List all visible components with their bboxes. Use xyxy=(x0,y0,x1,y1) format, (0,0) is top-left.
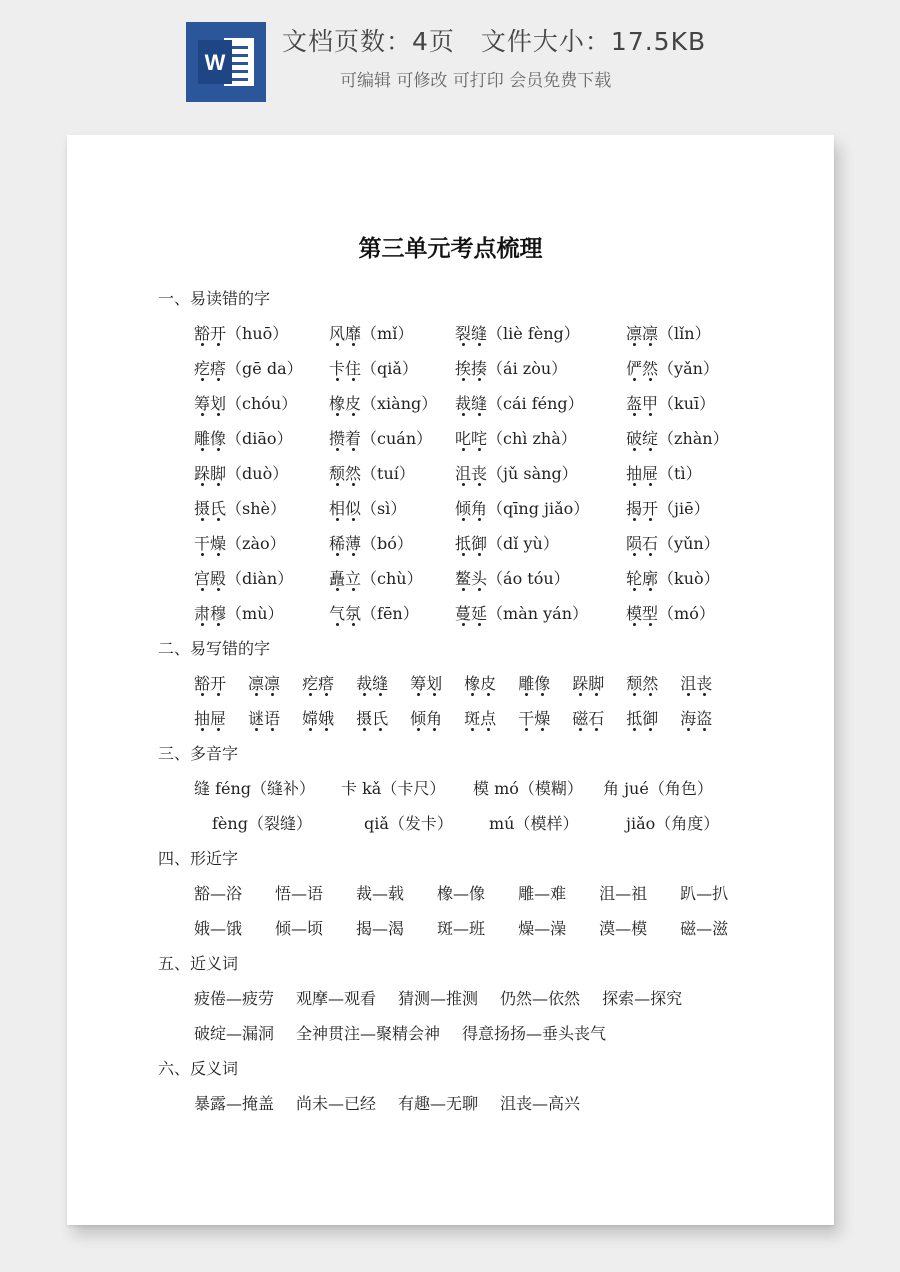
miswrite-word: 摄氏 xyxy=(356,709,389,728)
misread-word: 筹划（chóu） xyxy=(194,394,298,413)
miswrite-word: 海盗 xyxy=(680,709,713,728)
misread-word: 裂缝（liè fèng） xyxy=(455,324,580,343)
similar-pair: 雕—难 xyxy=(518,884,567,903)
misread-word: 疙瘩（gē da） xyxy=(194,359,303,378)
misread-word: 摄氏（shè） xyxy=(194,499,287,518)
miswrite-word: 雕像 xyxy=(518,674,551,693)
miswrite-word: 倾角 xyxy=(410,709,443,728)
misread-word: 风靡（mǐ） xyxy=(329,324,414,343)
misread-word: 倾角（qīng jiǎo） xyxy=(455,499,590,518)
misread-row xyxy=(158,526,818,561)
misread-word: 颓然（tuí） xyxy=(329,464,415,483)
word-document-icon xyxy=(186,22,266,102)
polyphone-item: qiǎ（发卡） xyxy=(364,814,453,833)
misread-word: 叱咤（chì zhà） xyxy=(455,429,577,448)
miswrite-word: 橡皮 xyxy=(464,674,497,693)
polyphone-item: 模 mó（模糊） xyxy=(473,779,583,798)
similar-pair: 橡—像 xyxy=(437,884,486,903)
similar-pair: 斑—班 xyxy=(437,919,486,938)
synonym-pair: 仍然—依然 xyxy=(500,989,581,1008)
misread-word: 攒着（cuán） xyxy=(329,429,433,448)
polyphone-item: 缝 féng（缝补） xyxy=(194,779,316,798)
misread-word: 裁缝（cái féng） xyxy=(455,394,584,413)
misread-word: 干燥（zào） xyxy=(194,534,286,553)
document-info-title: 文档页数：4页 文件大小：17.5KB xyxy=(282,27,707,56)
synonym-pair-row xyxy=(158,1016,818,1051)
polyphone-item: mú（模样） xyxy=(489,814,579,833)
similar-pair: 磁—滋 xyxy=(680,919,729,938)
misread-row xyxy=(158,351,818,386)
similar-pair: 裁—载 xyxy=(356,884,405,903)
misread-row xyxy=(158,561,818,596)
misread-word: 蔓延（màn yán） xyxy=(455,604,589,623)
synonym-pair: 探索—探究 xyxy=(602,989,683,1008)
similar-pair: 趴—扒 xyxy=(680,884,729,903)
document-features-subtitle: 可编辑 可修改 可打印 会员免费下载 xyxy=(340,71,612,91)
misread-word: 揭开（jiē） xyxy=(626,499,710,518)
section-heading-easy-misread: 一、易读错的字 xyxy=(158,289,271,308)
misread-word: 跺脚（duò） xyxy=(194,464,289,483)
antonym-pair-row xyxy=(158,1086,818,1121)
antonym-pair: 有趣—无聊 xyxy=(398,1094,479,1113)
misread-row xyxy=(158,386,818,421)
section-heading-similar-characters: 四、形近字 xyxy=(158,849,239,868)
misread-word: 卡住（qiǎ） xyxy=(329,359,418,378)
misread-word: 宫殿（diàn） xyxy=(194,569,294,588)
miswrite-word: 豁开 xyxy=(194,674,227,693)
similar-pair: 沮—祖 xyxy=(599,884,648,903)
misread-word: 矗立（chù） xyxy=(329,569,423,588)
miswrite-word: 斑点 xyxy=(464,709,497,728)
miswrite-word-row xyxy=(158,666,818,701)
similar-pair: 豁—浴 xyxy=(194,884,243,903)
easy-miswrite-list xyxy=(158,666,818,736)
synonym-pair: 观摩—观看 xyxy=(296,989,377,1008)
misread-word: 相似（sì） xyxy=(329,499,407,518)
misread-row xyxy=(158,596,818,631)
misread-word: 肃穆（mù） xyxy=(194,604,284,623)
similar-pair-row xyxy=(158,911,818,946)
similar-characters-list xyxy=(158,876,818,946)
svg-text:W: W xyxy=(204,50,226,75)
similar-pair-row xyxy=(158,876,818,911)
polyphone-item: fèng（裂缝） xyxy=(212,814,312,833)
miswrite-word: 跺脚 xyxy=(572,674,605,693)
section-heading-easy-miswrite: 二、易写错的字 xyxy=(158,639,271,658)
polyphone-item: 角 jué（角色） xyxy=(603,779,713,798)
misread-word: 俨然（yǎn） xyxy=(626,359,719,378)
miswrite-word: 干燥 xyxy=(518,709,551,728)
miswrite-word: 抽屉 xyxy=(194,709,227,728)
misread-row xyxy=(158,491,818,526)
synonym-pair: 破绽—漏洞 xyxy=(194,1024,275,1043)
antonyms-list xyxy=(158,1086,818,1121)
similar-pair: 燥—澡 xyxy=(518,919,567,938)
miswrite-word: 筹划 xyxy=(410,674,443,693)
misread-word: 陨石（yǔn） xyxy=(626,534,720,553)
misread-word: 盔甲（kuī） xyxy=(626,394,716,413)
section-heading-antonyms: 六、反义词 xyxy=(158,1059,239,1078)
misread-word: 抵御（dǐ yù） xyxy=(455,534,559,553)
similar-pair: 倾—顷 xyxy=(275,919,324,938)
synonym-pair: 得意扬扬—垂头丧气 xyxy=(462,1024,607,1043)
miswrite-word: 谜语 xyxy=(248,709,281,728)
misread-word: 凛凛（lǐn） xyxy=(626,324,711,343)
miswrite-word: 疙瘩 xyxy=(302,674,335,693)
synonym-pair: 疲倦—疲劳 xyxy=(194,989,275,1008)
miswrite-word-row xyxy=(158,701,818,736)
misread-word: 破绽（zhàn） xyxy=(626,429,729,448)
miswrite-word: 抵御 xyxy=(626,709,659,728)
miswrite-word: 裁缝 xyxy=(356,674,389,693)
antonym-pair: 尚未—已经 xyxy=(296,1094,377,1113)
document-title: 第三单元考点梳理 xyxy=(358,235,543,262)
similar-pair: 悟—语 xyxy=(275,884,324,903)
miswrite-word: 嫦娥 xyxy=(302,709,335,728)
misread-row xyxy=(158,316,818,351)
miswrite-word: 磁石 xyxy=(572,709,605,728)
misread-word: 稀薄（bó） xyxy=(329,534,413,553)
misread-word: 橡皮（xiàng） xyxy=(329,394,438,413)
misread-word: 轮廓（kuò） xyxy=(626,569,720,588)
antonym-pair: 暴露—掩盖 xyxy=(194,1094,275,1113)
download-header xyxy=(0,0,900,120)
misread-word: 沮丧（jǔ sàng） xyxy=(455,464,578,483)
polyphone-item: jiǎo（角度） xyxy=(626,814,720,833)
synonym-pair: 全神贯注—聚精会神 xyxy=(296,1024,441,1043)
document-page xyxy=(67,135,834,1225)
similar-pair: 娥—饿 xyxy=(194,919,243,938)
synonym-pair-row xyxy=(158,981,818,1016)
section-heading-polyphones: 三、多音字 xyxy=(158,744,239,763)
section-heading-synonyms: 五、近义词 xyxy=(158,954,239,973)
misread-word: 挨揍（ái zòu） xyxy=(455,359,568,378)
easy-misread-list xyxy=(158,316,818,631)
miswrite-word: 颓然 xyxy=(626,674,659,693)
misread-word: 模型（mó） xyxy=(626,604,715,623)
misread-row xyxy=(158,456,818,491)
polyphone-item: 卡 kǎ（卡尺） xyxy=(341,779,446,798)
similar-pair: 漠—模 xyxy=(599,919,648,938)
similar-pair: 揭—渴 xyxy=(356,919,405,938)
miswrite-word: 凛凛 xyxy=(248,674,281,693)
synonyms-list xyxy=(158,981,818,1051)
misread-word: 气氛（fēn） xyxy=(329,604,419,623)
antonym-pair: 沮丧—高兴 xyxy=(500,1094,581,1113)
document-content xyxy=(158,281,818,1121)
misread-word: 雕像（diāo） xyxy=(194,429,293,448)
misread-word: 豁开（huō） xyxy=(194,324,289,343)
synonym-pair: 猜测—推测 xyxy=(398,989,479,1008)
polyphone-row xyxy=(158,771,818,806)
misread-word: 抽屉（tì） xyxy=(626,464,702,483)
misread-row xyxy=(158,421,818,456)
misread-word: 鳌头（áo tóu） xyxy=(455,569,570,588)
miswrite-word: 沮丧 xyxy=(680,674,713,693)
polyphone-row xyxy=(158,806,818,841)
